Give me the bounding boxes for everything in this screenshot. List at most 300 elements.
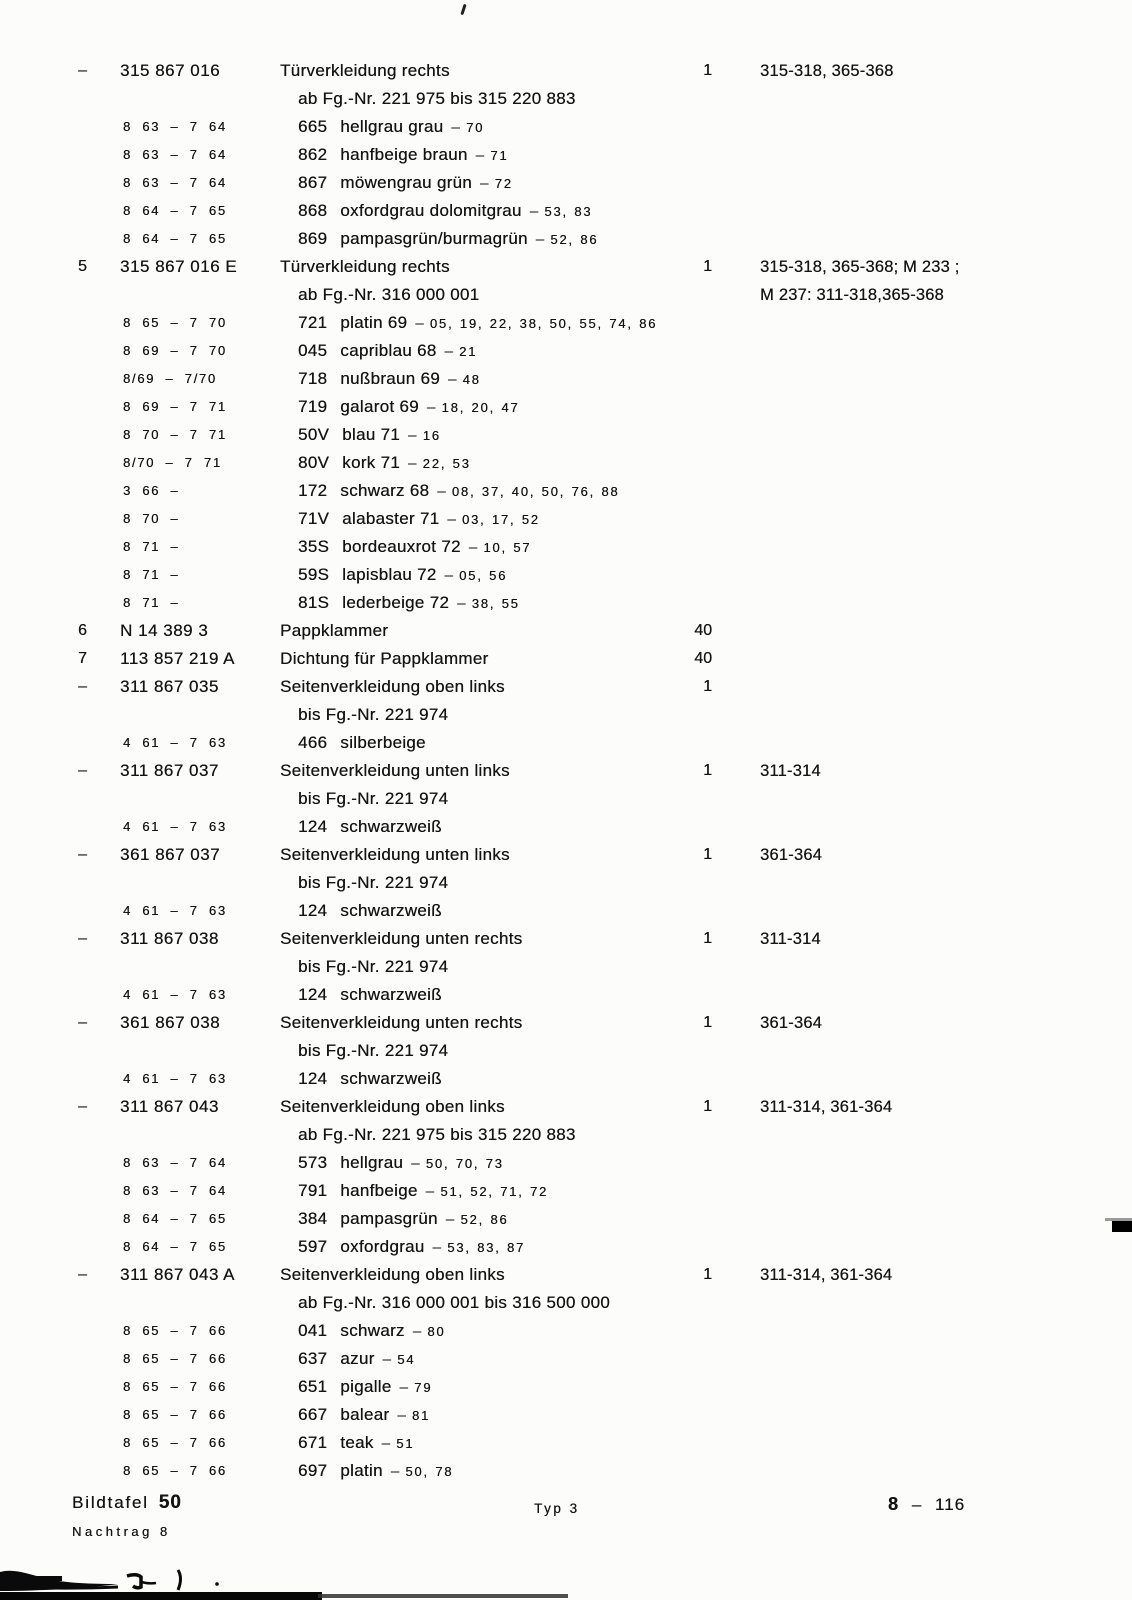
color-cell: [298, 309, 657, 338]
color-code: 466: [298, 733, 328, 752]
color-name: schwarzweiß: [340, 817, 442, 836]
quantity-cell: 1: [703, 1098, 712, 1115]
table-row: [0, 477, 1132, 505]
color-name: nußbraun 69: [340, 369, 440, 388]
date-range-cell: 4 61 – 7 63: [123, 735, 227, 750]
color-name: schwarz: [340, 1321, 405, 1340]
footer-page-number: [888, 1494, 965, 1515]
position-cell: 7: [78, 650, 87, 667]
color-suffix-numbers: 72: [494, 176, 513, 191]
color-cell: [298, 1205, 508, 1234]
table-row: [0, 589, 1132, 617]
color-suffix-numbers: 21: [459, 344, 478, 359]
table-row: [0, 393, 1132, 421]
table-row: [0, 1373, 1132, 1401]
color-suffix-numbers: 51: [396, 1436, 415, 1451]
color-code: 862: [298, 145, 328, 164]
color-suffix-numbers: 08, 37, 40, 50, 76, 88: [451, 484, 620, 499]
color-code: 124: [298, 901, 328, 920]
color-cell: [298, 1317, 445, 1346]
parts-table: [0, 57, 1132, 1485]
color-name: platin 69: [340, 313, 408, 332]
page-number-section: 8: [888, 1494, 900, 1514]
table-row: [0, 729, 1132, 757]
date-range-cell: 4 61 – 7 63: [123, 903, 227, 918]
fgnr-range-cell: bis Fg.-Nr. 221 974: [298, 1041, 449, 1060]
page-number-rest: – 116: [911, 1495, 966, 1514]
quantity-cell: 1: [703, 62, 712, 79]
table-row: [0, 309, 1132, 337]
color-cell: [298, 1457, 453, 1486]
date-range-cell: 8 71 –: [123, 539, 180, 554]
color-cell: [298, 365, 481, 394]
color-name: blau 71: [342, 425, 401, 444]
color-code: 59S: [298, 565, 330, 584]
color-code: 637: [298, 1349, 328, 1368]
color-cell: [298, 561, 507, 590]
color-suffix-numbers: 10, 57: [483, 540, 532, 555]
description-cell: Seitenverkleidung oben links: [280, 677, 505, 696]
color-code: 124: [298, 1069, 328, 1088]
color-code: 384: [298, 1209, 328, 1228]
color-cell: [298, 1373, 432, 1402]
color-cell: [298, 1177, 548, 1206]
dash-separator: –: [451, 119, 461, 136]
color-code: 721: [298, 313, 328, 332]
position-cell: –: [78, 62, 87, 79]
table-row: [0, 281, 1132, 309]
part-number-cell: 361 867 038: [120, 1013, 221, 1032]
quantity-cell: 1: [703, 1266, 712, 1283]
dash-separator: –: [457, 595, 466, 612]
table-row: [0, 225, 1132, 253]
dash-separator: –: [381, 1435, 391, 1452]
part-number-cell: 311 867 043 A: [120, 1265, 235, 1284]
color-code: 124: [298, 985, 328, 1004]
description-cell: Seitenverkleidung oben links: [280, 1265, 505, 1284]
quantity-cell: 1: [703, 846, 712, 863]
color-suffix-numbers: 05, 19, 22, 38, 50, 55, 74, 86: [429, 316, 658, 331]
color-suffix-numbers: 51, 52, 71, 72: [440, 1184, 549, 1199]
color-suffix-numbers: 70: [466, 120, 485, 135]
position-cell: –: [78, 1098, 87, 1115]
table-row: [0, 253, 1132, 281]
date-range-cell: 8 63 – 7 64: [123, 1183, 227, 1198]
table-row: [0, 1093, 1132, 1121]
table-row: [0, 365, 1132, 393]
color-name: platin: [340, 1461, 383, 1480]
table-row: [0, 1289, 1132, 1317]
color-name: balear: [340, 1405, 390, 1424]
color-code: 671: [298, 1433, 328, 1452]
dash-separator: –: [397, 1407, 406, 1424]
part-number-cell: 311 867 035: [120, 677, 219, 696]
table-row: [0, 141, 1132, 169]
color-cell: [298, 981, 442, 1009]
footer-nachtrag: Nachtrag 8: [72, 1524, 171, 1539]
part-number-cell: 311 867 043: [120, 1097, 219, 1116]
date-range-cell: 8 65 – 7 66: [123, 1323, 227, 1338]
color-code: 50V: [298, 425, 330, 444]
color-code: 041: [298, 1321, 328, 1340]
dash-separator: –: [444, 343, 454, 360]
table-row: [0, 617, 1132, 645]
color-code: 045: [298, 341, 328, 360]
remarks-cell: 311-314: [760, 930, 821, 948]
color-code: 71V: [298, 509, 330, 528]
color-suffix-numbers: 71: [490, 148, 509, 163]
dash-separator: –: [437, 483, 446, 500]
color-name: möwengrau grün: [340, 173, 473, 192]
position-cell: –: [78, 930, 87, 947]
fgnr-range-cell: bis Fg.-Nr. 221 974: [298, 957, 449, 976]
dash-separator: –: [415, 315, 424, 332]
dash-separator: –: [475, 147, 485, 164]
description-cell: Dichtung für Pappklammer: [280, 649, 489, 668]
color-code: 697: [298, 1461, 328, 1480]
bildtafel-number: 50: [158, 1492, 182, 1513]
table-row: [0, 533, 1132, 561]
position-cell: –: [78, 678, 87, 695]
color-cell: [298, 421, 441, 450]
table-row: [0, 1457, 1132, 1485]
position-cell: –: [78, 1014, 87, 1031]
color-cell: [298, 1149, 504, 1178]
dash-separator: –: [408, 455, 417, 472]
color-cell: [298, 729, 426, 757]
dash-separator: –: [432, 1239, 442, 1256]
color-cell: [298, 197, 592, 226]
position-cell: –: [78, 762, 87, 779]
color-suffix-numbers: 48: [462, 372, 481, 387]
color-name: galarot 69: [340, 397, 419, 416]
remarks-cell: 311-314, 361-364: [760, 1098, 893, 1116]
color-code: 791: [298, 1181, 328, 1200]
dash-separator: –: [426, 399, 436, 416]
remarks-cell: 315-318, 365-368: [760, 62, 894, 80]
color-suffix-numbers: 81: [411, 1408, 431, 1423]
color-suffix-numbers: 16: [422, 428, 441, 443]
position-cell: 5: [78, 258, 87, 275]
dash-separator: –: [382, 1351, 392, 1368]
dash-separator: –: [468, 539, 478, 556]
quantity-cell: 1: [703, 678, 712, 695]
quantity-cell: 1: [703, 930, 712, 947]
color-suffix-numbers: 54: [397, 1352, 416, 1367]
remarks-cell: 315-318, 365-368; M 233 ;: [760, 258, 960, 276]
description-cell: Seitenverkleidung unten rechts: [280, 929, 523, 948]
description-cell: Seitenverkleidung unten links: [280, 761, 510, 780]
color-suffix-numbers: 22, 53: [422, 456, 471, 471]
color-code: 124: [298, 817, 328, 836]
remarks-cell: 311-314, 361-364: [760, 1266, 893, 1284]
color-code: 667: [298, 1405, 328, 1424]
part-number-cell: N 14 389 3: [120, 621, 209, 640]
date-range-cell: 8 63 – 7 64: [123, 119, 227, 134]
quantity-cell: 1: [703, 762, 712, 779]
table-row: [0, 1345, 1132, 1373]
date-range-cell: 8 65 – 7 66: [123, 1351, 227, 1366]
color-name: schwarzweiß: [340, 901, 442, 920]
date-range-cell: 8 63 – 7 64: [123, 175, 227, 190]
color-code: 869: [298, 229, 328, 248]
date-range-cell: 8 64 – 7 65: [123, 231, 227, 246]
color-suffix-numbers: 50, 70, 73: [425, 1156, 504, 1171]
color-cell: [298, 1065, 442, 1093]
description-cell: Seitenverkleidung oben links: [280, 1097, 505, 1116]
table-row: [0, 1429, 1132, 1457]
table-row: [0, 925, 1132, 953]
color-name: schwarzweiß: [340, 1069, 442, 1088]
color-cell: [298, 1345, 415, 1374]
table-row: [0, 57, 1132, 85]
date-range-cell: 8/70 – 7 71: [123, 455, 222, 470]
description-cell: Seitenverkleidung unten links: [280, 845, 510, 864]
description-cell: Seitenverkleidung unten rechts: [280, 1013, 523, 1032]
part-number-cell: 315 867 016 E: [120, 257, 238, 276]
date-range-cell: 8 64 – 7 65: [123, 1239, 227, 1254]
description-cell: Türverkleidung rechts: [280, 61, 450, 80]
color-name: alabaster 71: [342, 509, 440, 528]
color-suffix-numbers: 53, 83: [544, 204, 593, 219]
table-row: [0, 757, 1132, 785]
fgnr-range-cell: bis Fg.-Nr. 221 974: [298, 705, 449, 724]
color-name: lederbeige 72: [342, 593, 450, 612]
scan-bottom-bar-faint: [318, 1594, 568, 1598]
remarks-cell: 311-314: [760, 762, 821, 780]
date-range-cell: 4 61 – 7 63: [123, 987, 227, 1002]
table-row: [0, 1121, 1132, 1149]
table-row: [0, 1037, 1132, 1065]
dash-separator: –: [408, 427, 417, 444]
color-suffix-numbers: 52, 86: [550, 232, 599, 247]
date-range-cell: 8 70 – 7 71: [123, 427, 227, 442]
quantity-cell: 40: [694, 622, 712, 639]
remarks-cell: 361-364: [760, 846, 822, 864]
date-range-cell: 8 70 –: [123, 511, 180, 526]
position-cell: 6: [78, 622, 87, 639]
date-range-cell: 8 63 – 7 64: [123, 147, 227, 162]
date-range-cell: 8 64 – 7 65: [123, 203, 227, 218]
color-suffix-numbers: 53, 83, 87: [447, 1240, 526, 1255]
color-cell: [298, 1429, 414, 1458]
color-cell: [298, 113, 484, 142]
table-row: [0, 673, 1132, 701]
table-row: [0, 1177, 1132, 1205]
scan-edge-mark: [1112, 1221, 1132, 1232]
color-cell: [298, 589, 520, 618]
table-row: [0, 841, 1132, 869]
dash-separator: –: [447, 371, 457, 388]
color-cell: [298, 1401, 430, 1430]
color-name: hellgrau grau: [340, 117, 444, 136]
table-row: [0, 1233, 1132, 1261]
color-cell: [298, 141, 508, 170]
color-cell: [298, 533, 531, 562]
part-number-cell: 113 857 219 A: [120, 649, 235, 668]
quantity-cell: 1: [703, 1014, 712, 1031]
color-cell: [298, 449, 471, 478]
table-row: [0, 449, 1132, 477]
date-range-cell: 3 66 –: [123, 483, 180, 498]
date-range-cell: 8 69 – 7 71: [123, 399, 227, 414]
table-row: [0, 337, 1132, 365]
color-name: azur: [340, 1349, 375, 1368]
color-cell: [298, 337, 477, 366]
table-row: [0, 897, 1132, 925]
color-code: 81S: [298, 593, 330, 612]
color-suffix-numbers: 18, 20, 47: [441, 400, 520, 415]
color-cell: [298, 1233, 525, 1262]
table-row: [0, 701, 1132, 729]
dash-separator: –: [480, 175, 489, 192]
date-range-cell: 8 63 – 7 64: [123, 1155, 227, 1170]
fgnr-range-cell: ab Fg.-Nr. 221 975 bis 315 220 883: [298, 89, 576, 108]
color-code: 80V: [298, 453, 330, 472]
color-cell: [298, 169, 513, 198]
date-range-cell: 4 61 – 7 63: [123, 1071, 227, 1086]
table-row: [0, 813, 1132, 841]
date-range-cell: 8 65 – 7 66: [123, 1435, 227, 1450]
color-cell: [298, 813, 442, 841]
table-row: [0, 1065, 1132, 1093]
table-row: [0, 1205, 1132, 1233]
part-number-cell: 315 867 016: [120, 61, 221, 80]
quantity-cell: 1: [703, 258, 712, 275]
color-name: kork 71: [342, 453, 401, 472]
dash-separator: –: [444, 567, 454, 584]
color-cell: [298, 393, 519, 422]
part-number-cell: 311 867 037: [120, 761, 219, 780]
description-cell: Türverkleidung rechts: [280, 257, 450, 276]
date-range-cell: 8 65 – 7 66: [123, 1407, 227, 1422]
color-suffix-numbers: 80: [427, 1324, 446, 1339]
color-name: schwarz 68: [340, 481, 430, 500]
dash-separator: –: [535, 231, 545, 248]
color-cell: [298, 225, 598, 254]
date-range-cell: 8 65 – 7 66: [123, 1463, 227, 1478]
color-suffix-numbers: 38, 55: [471, 596, 520, 611]
fgnr-range-cell: ab Fg.-Nr. 316 000 001 bis 316 500 000: [298, 1293, 610, 1312]
color-code: 35S: [298, 537, 330, 556]
position-cell: –: [78, 1266, 87, 1283]
dash-separator: –: [412, 1323, 422, 1340]
table-row: [0, 561, 1132, 589]
color-name: schwarzweiß: [340, 985, 442, 1004]
date-range-cell: 8 69 – 7 70: [123, 343, 227, 358]
position-cell: –: [78, 846, 87, 863]
color-suffix-numbers: 52, 86: [460, 1212, 509, 1227]
color-name: silberbeige: [340, 733, 426, 752]
date-range-cell: 4 61 – 7 63: [123, 819, 227, 834]
date-range-cell: 8/69 – 7/70: [123, 371, 217, 386]
table-row: [0, 1261, 1132, 1289]
color-name: hanfbeige: [340, 1181, 418, 1200]
color-code: 719: [298, 397, 328, 416]
color-cell: [298, 897, 442, 925]
dash-separator: –: [399, 1379, 409, 1396]
date-range-cell: 8 64 – 7 65: [123, 1211, 227, 1226]
part-number-cell: 311 867 038: [120, 929, 219, 948]
table-row: [0, 169, 1132, 197]
color-code: 665: [298, 117, 328, 136]
color-code: 651: [298, 1377, 328, 1396]
color-code: 718: [298, 369, 328, 388]
color-code: 573: [298, 1153, 328, 1172]
table-row: [0, 197, 1132, 225]
fgnr-range-cell: ab Fg.-Nr. 316 000 001: [298, 285, 480, 304]
remarks-cell: 361-364: [760, 1014, 822, 1032]
color-suffix-numbers: 50, 78: [405, 1464, 454, 1479]
date-range-cell: 8 71 –: [123, 595, 180, 610]
table-row: [0, 421, 1132, 449]
date-range-cell: 8 65 – 7 66: [123, 1379, 227, 1394]
color-suffix-numbers: 79: [414, 1380, 433, 1395]
color-name: hellgrau: [340, 1153, 404, 1172]
color-name: bordeauxrot 72: [342, 537, 461, 556]
color-code: 867: [298, 173, 328, 192]
table-row: [0, 785, 1132, 813]
date-range-cell: 8 65 – 7 70: [123, 315, 227, 330]
footer-typ: Typ 3: [534, 1501, 580, 1516]
color-cell: [298, 477, 619, 506]
footer-bildtafel: [72, 1492, 182, 1514]
color-name: teak: [340, 1433, 374, 1452]
color-name: pampasgrün: [340, 1209, 438, 1228]
color-name: lapisblau 72: [342, 565, 437, 584]
color-suffix-numbers: 05, 56: [459, 568, 508, 583]
color-name: pampasgrün/burmagrün: [340, 229, 528, 248]
bildtafel-label: Bildtafel: [72, 1493, 149, 1512]
part-number-cell: 361 867 037: [120, 845, 221, 864]
table-row: [0, 113, 1132, 141]
dash-separator: –: [447, 511, 456, 528]
quantity-cell: 40: [694, 650, 712, 667]
dash-separator: –: [425, 1183, 435, 1200]
table-row: [0, 85, 1132, 113]
color-name: oxfordgrau: [340, 1237, 425, 1256]
table-row: [0, 1401, 1132, 1429]
color-name: pigalle: [340, 1377, 392, 1396]
table-row: [0, 1317, 1132, 1345]
table-row: [0, 645, 1132, 673]
remarks-cell: M 237: 311-318,365-368: [760, 286, 944, 304]
dash-separator: –: [445, 1211, 455, 1228]
fgnr-range-cell: ab Fg.-Nr. 221 975 bis 315 220 883: [298, 1125, 576, 1144]
table-row: [0, 981, 1132, 1009]
color-name: capriblau 68: [340, 341, 437, 360]
ink-speck: [460, 4, 466, 15]
table-row: [0, 953, 1132, 981]
dash-separator: –: [390, 1463, 400, 1480]
color-name: hanfbeige braun: [340, 145, 468, 164]
color-code: 868: [298, 201, 328, 220]
color-name: oxfordgrau dolomitgrau: [340, 201, 522, 220]
color-code: 597: [298, 1237, 328, 1256]
color-cell: [298, 505, 540, 534]
table-row: [0, 1149, 1132, 1177]
table-row: [0, 1009, 1132, 1037]
color-code: 172: [298, 481, 328, 500]
table-row: [0, 505, 1132, 533]
scan-bottom-bar: [0, 1592, 322, 1600]
date-range-cell: 8 71 –: [123, 567, 180, 582]
color-suffix-numbers: 03, 17, 52: [461, 512, 540, 527]
table-row: [0, 869, 1132, 897]
dash-separator: –: [411, 1155, 420, 1172]
dash-separator: –: [529, 203, 539, 220]
description-cell: Pappklammer: [280, 621, 389, 640]
